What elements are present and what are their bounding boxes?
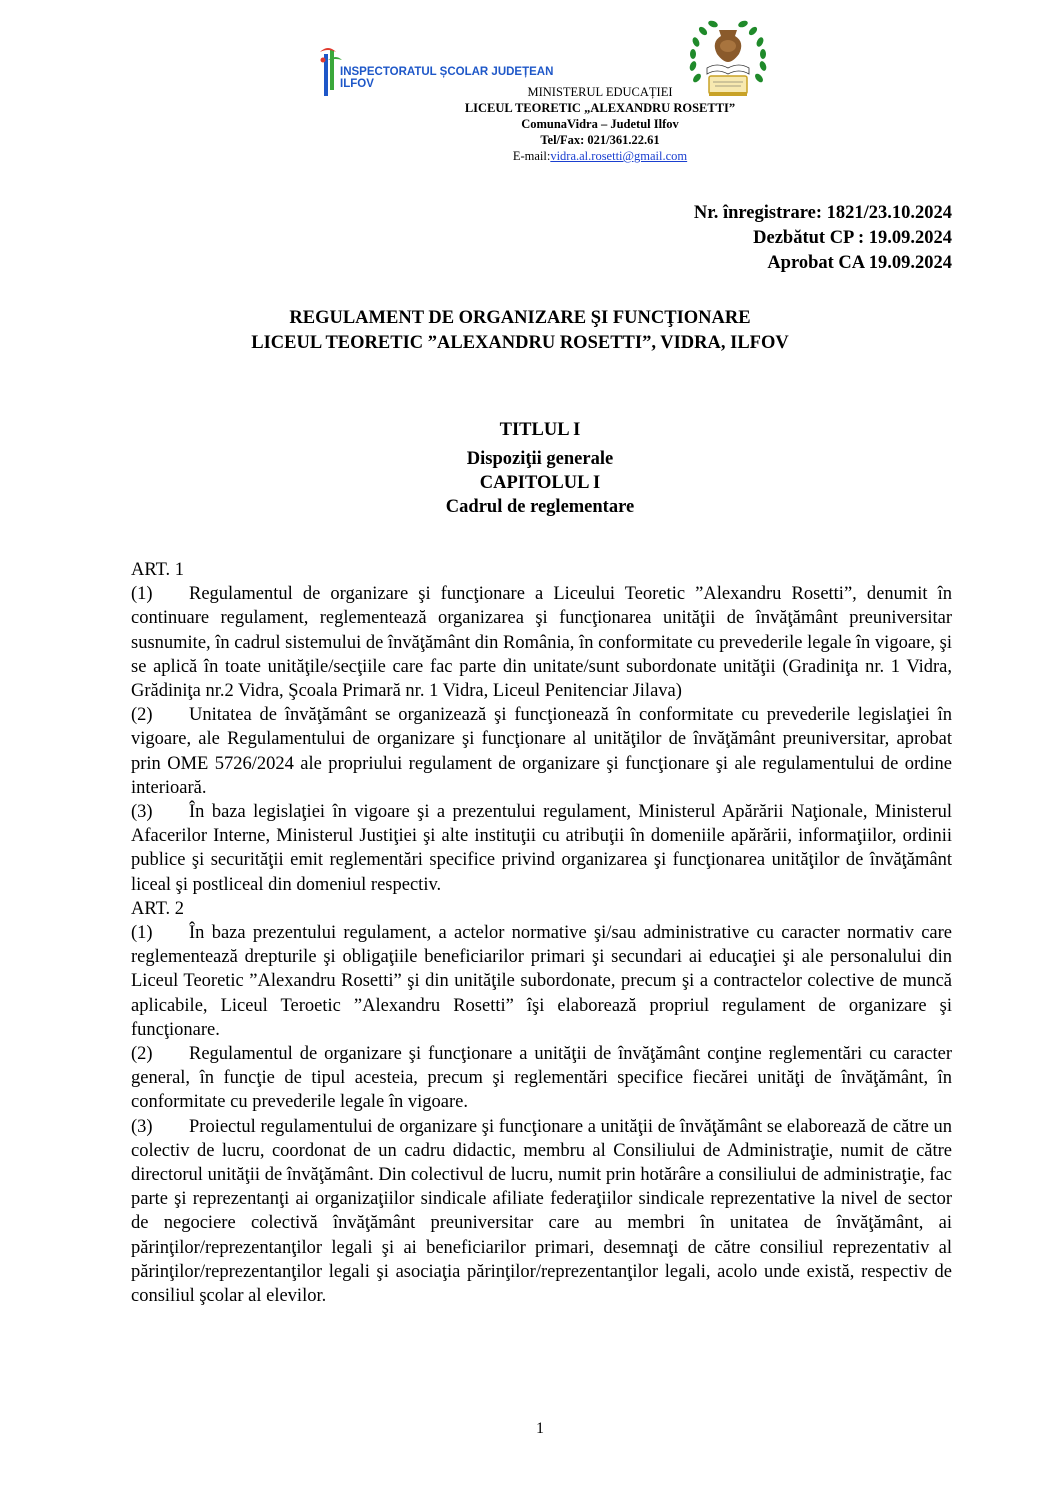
ministry-name: MINISTERUL EDUCAȚIEI	[527, 85, 673, 99]
paragraph-text: Unitatea de învăţământ se organizează şi funcţionează în conformitate cu prevederile legislaţiei în vigoare, ale Regulamentului de organizare şi funcţionare al unităţilor de învăţământ preuniversitar, aprobat prin OME 5726/2024 ale propriului regulament de organizare şi funcţionare şi ale regulamentului de ordine interioară.	[131, 705, 952, 798]
paragraph-text: În baza prezentului regulament, a actelor normative şi/sau administrative cu caracter normativ care reglementează drepturile şi obligaţiile beneficiarilor primari şi secundari ai educaţiei şi ale personalului din Liceul Teoretic ”Alexandru Rosetti” şi din unităţile subordonate, precum şi a contractelor colective de muncă aplicabile, Liceul Teroetic ”Alexandru Rosetti” îşi elaborează propriul regulament de organizare şi funcţionare.	[131, 923, 952, 1040]
title-line-1: REGULAMENT DE ORGANIZARE ŞI FUNCŢIONARE	[289, 308, 751, 328]
paragraph-number: (1)	[131, 584, 153, 605]
paragraph-number: (1)	[131, 923, 153, 944]
school-address: ComunaVidra – Judetul Ilfov	[521, 117, 679, 131]
paragraph-number: (3)	[131, 802, 153, 823]
paragraph	[131, 703, 952, 800]
school-email-line	[380, 148, 820, 164]
paragraph-text: Proiectul regulamentului de organizare şi funcţionare a unităţii de învăţământ se elaborează de către un colectiv de lucru, coordonat de un cadru didactic, membru al Consiliului de Administraţie, numit de către directorul unităţii de învăţământ. Din colectivul de lucru, numit prin hotărâre a consiliului de administraţie, fac parte şi reprezentanţi ai organizaţiilor sindicale afiliate federaţiilor sindicale reprezentative la nivel de sector de negociere colectivă învăţământ preuniversitar care au membri în unitatea de învăţământ, ai părinţilor/reprezentanţilor legali şi ai beneficiarilor primari, desemnaţi de către consiliul reprezentativ al părinţilor/reprezentanţilor legali şi asociaţia părinţilor/reprezentanţilor legali, acolo unde există, respectiv de consiliul şcolar al elevilor.	[131, 1116, 952, 1307]
paragraph-text: Regulamentul de organizare şi funcţionare a Liceului Teoretic ”Alexandru Rosetti”, denumit în continuare regulament, reglementează organizarea şi funcţionarea unităţii de învăţământ preuniversitar susnumite, în cadrul sistemului de învăţământ din România, în conformitate cu prevederile legale în vigoare, şi se aplică în toate unităţile/secţiile care fac parte din unitate/sunt subordonate unităţii (Gradiniţa nr. 1 Vidra, Grădiniţa nr.2 Vidra, Şcoala Primară nr. 1 Vidra, Liceul Penitenciar Jilava)	[131, 584, 952, 702]
paragraph	[131, 1042, 952, 1115]
isj-logo-line1: INSPECTORATUL ȘCOLAR JUDEȚEAN	[340, 66, 554, 78]
email-link[interactable]: vidra.al.rosetti@gmail.com	[550, 149, 688, 163]
registration-info	[694, 201, 952, 276]
school-phone: Tel/Fax: 021/361.22.61	[540, 133, 660, 147]
paragraph	[131, 800, 952, 897]
paragraph-text: Regulamentul de organizare şi funcţionare a unităţii de învăţământ conţine reglementări cu caracter general, în funcţie de tipul acesteia, precum şi reglementări specifice fiecărei unităţi de învăţământ, în conformitate cu prevederile legale în vigoare.	[131, 1044, 952, 1113]
article-label: ART. 2	[131, 898, 185, 919]
paragraph	[131, 582, 952, 703]
paragraph-number: (2)	[131, 705, 153, 726]
paragraph-number: (3)	[131, 1116, 153, 1137]
chapter-heading: CAPITOLUL I	[479, 473, 601, 493]
school-header	[380, 84, 820, 164]
registration-debated: Dezbătut CP : 19.09.2024	[753, 228, 952, 248]
registration-approved: Aprobat CA 19.09.2024	[767, 253, 952, 273]
paragraph-text: În baza legislaţiei în vigoare şi a prezentului regulament, Ministerul Apărării Naţionale, Ministerul Afacerilor Interne, Ministerul Justiţiei şi alte instituţii cu atribuţii în domeniile apărării, informaţiilor, ordinii publice şi securităţii emit reglementări specifice privind organizarea şi funcţionarea unităţilor de învăţământ liceal şi postliceal din domeniul respectiv.	[131, 802, 952, 895]
paragraph-number: (2)	[131, 1044, 153, 1065]
document-title	[80, 306, 960, 356]
title-heading-name: Dispoziţii generale	[466, 449, 614, 469]
document-body	[131, 558, 952, 1308]
section-headings	[80, 420, 1000, 518]
title-heading: TITLUL I	[499, 420, 581, 440]
page-number: 1	[536, 1420, 544, 1437]
isj-logo-line2: ILFOV	[340, 78, 374, 90]
email-label: E-mail:	[512, 149, 551, 163]
paragraph	[131, 1115, 952, 1309]
registration-number: Nr. înregistrare: 1821/23.10.2024	[693, 203, 952, 223]
title-line-2: LICEUL TEORETIC ”ALEXANDRU ROSETTI”, VIDRA, ILFOV	[251, 333, 789, 353]
article-label: ART. 1	[131, 560, 185, 580]
chapter-heading-name: Cadrul de reglementare	[445, 497, 635, 517]
school-name: LICEUL TEORETIC „ALEXANDRU ROSETTI”	[464, 101, 736, 115]
paragraph	[131, 921, 952, 1042]
